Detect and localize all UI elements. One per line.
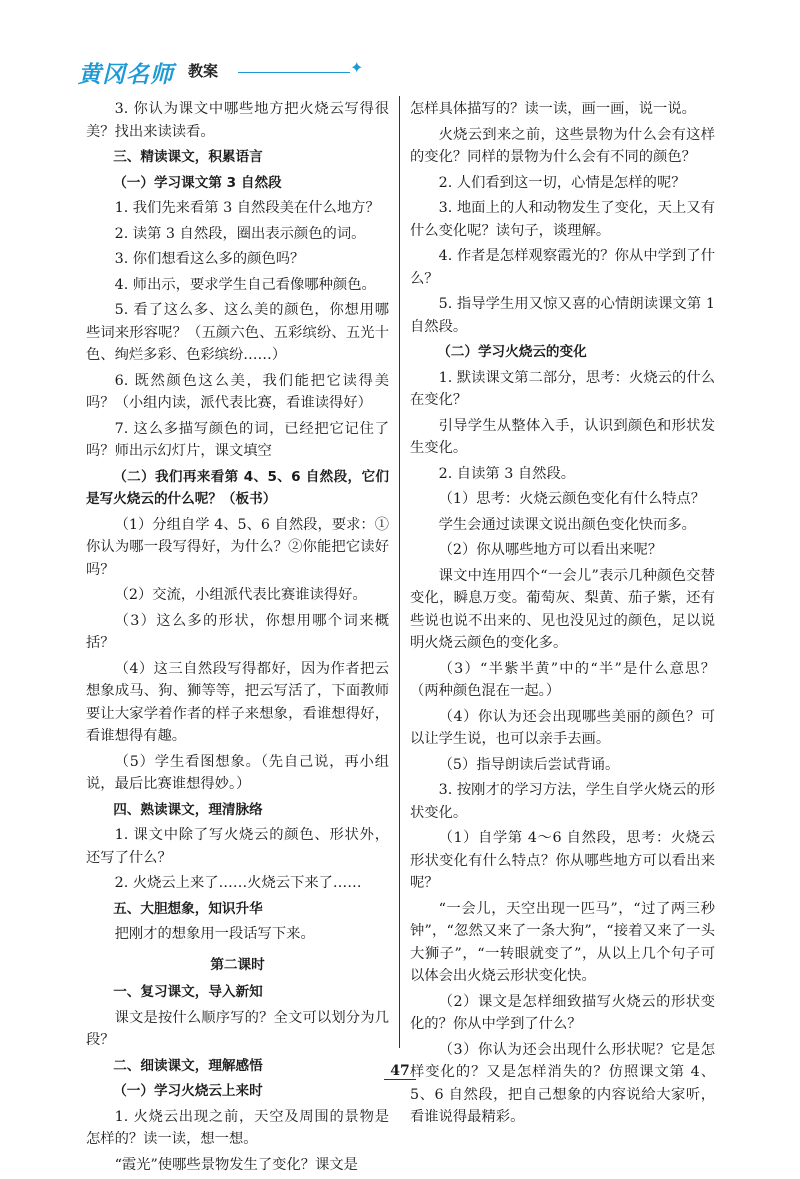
paragraph: （2）你从哪些地方可以看出来呢？ (438, 542, 663, 558)
paragraph: （3）你认为还会出现什么形状呢？它是怎样变化的？又是怎样消失的？仿照课文第 4、5、6 自然段，把自己想象的内容说给大家听，看谁说得最精彩。 (410, 1041, 715, 1125)
paragraph: “一会儿，天空出现一匹马”，“过了两三秒钟”，“忽然又来了一条大狗”，“接着又来了一头大狮子”，“一转眼就变了”，从以上几个句子可以体会出火烧云形状变化快。 (410, 900, 715, 984)
question-item: 3. 你们想看这么多的颜色吗？ (114, 251, 305, 267)
subsection-heading: （二）学习火烧云的变化 (437, 344, 587, 360)
paragraph: 学生会通过读课文说出颜色变化快而多。 (438, 516, 696, 533)
paragraph: （1）分组自学 4、5、6 自然段，要求：①你认为哪一段写得好，为什么？②你能把它读好吗？ (86, 516, 389, 578)
paragraph: （4）这三自然段写得都好，因为作者把云想象成马、狗、狮等等，把云写活了，下面教师要让大家学着作者的样子来想象，看谁想得好，看谁想得有趣。 (86, 660, 389, 744)
question-item: 4. 作者是怎样观察霞光的？你从中学到了什么？ (410, 248, 715, 287)
question-item: 2. 火烧云上来了……火烧云下来了…… (114, 875, 362, 891)
paragraph: （4）你认为还会出现哪些美丽的颜色？可以让学生说，也可以亲手去画。 (410, 708, 715, 747)
question-item: 3. 按刚才的学习方法，学生自学火烧云的形状变化。 (410, 782, 715, 821)
subsection-heading: （一）学习火烧云上来时 (113, 1083, 263, 1099)
left-column (86, 98, 389, 1179)
paragraph: “霞光”使哪些景物发生了变化？课文是 (114, 1156, 358, 1173)
section-heading: 五、大胆想象，知识升华 (113, 900, 263, 917)
header-subtitle: 教案 (188, 62, 219, 80)
paragraph: （3）这么多的形状，你想用哪个词来概括？ (86, 612, 389, 651)
question-item: 2. 人们看到这一切，心情是怎样的呢？ (438, 174, 686, 191)
paragraph: （3）“半紫半黄”中的“半”是什么意思？（两种颜色混在一起。） (410, 660, 715, 699)
question-item: 4. 师出示，要求学生自己看像哪种颜色。 (114, 276, 376, 293)
section-heading: 二、细读课文，理解感悟 (113, 1057, 263, 1074)
paragraph: （2）课文是怎样细致描写火烧云的形状变化的？你从中学到了什么？ (410, 993, 715, 1032)
page-header (60, 56, 400, 86)
question-item: 5. 看了这么多、这么美的颜色，你想用哪些词来形容呢？（五颜六色、五彩缤纷、五光十色、绚烂多彩、色彩缤纷……） (86, 302, 389, 363)
question-item: 1. 默读课文第二部分，思考：火烧云的什么在变化？ (410, 369, 715, 408)
question-item: 2. 自读第 3 自然段。 (438, 465, 576, 482)
header-rule (238, 72, 350, 73)
sparkle-icon: ✦ (350, 58, 364, 77)
paragraph: 把刚才的想象用一段话写下来。 (114, 926, 315, 942)
question-item: 1. 我们先来看第 3 自然段美在什么地方？ (114, 200, 380, 216)
question-item: 1. 课文中除了写火烧云的颜色、形状外，还写了什么？ (86, 827, 389, 866)
paragraph: （1）自学第 4～6 自然段，思考：火烧云形状变化有什么特点？你从哪些地方可以看出来呢？ (410, 830, 715, 891)
question-item: 2. 读第 3 自然段，圈出表示颜色的词。 (114, 225, 366, 242)
brand-logo: 黄冈名师 (78, 62, 174, 88)
paragraph: 引导学生从整体入手，认识到颜色和形状发生变化。 (410, 417, 715, 456)
paragraph: （1）思考：火烧云颜色变化有什么特点？ (438, 491, 706, 507)
paragraph: 课文是按什么顺序写的？全文可以划分为几段？ (86, 1009, 389, 1048)
paragraph: 怎样具体描写的？读一读，画一画，说一说。 (410, 101, 696, 117)
page-number-text: 47 (384, 1063, 415, 1080)
question-item: 3. 地面上的人和动物发生了变化，天上又有什么变化呢？读句子，谈理解。 (410, 200, 715, 239)
paragraph: （5）学生看图想象。（先自己说，再小组说，最后比赛谁想得妙。） (86, 753, 389, 792)
lesson-title: 第二课时 (210, 956, 265, 973)
section-heading: 四、熟读课文，理清脉络 (113, 801, 263, 818)
section-heading: 三、精读课文，积累语言 (113, 149, 263, 165)
question-item: 5. 指导学生用又惊又喜的心情朗读课文第 1 自然段。 (410, 296, 715, 335)
paragraph: （5）指导朗读后尝试背诵。 (438, 756, 620, 773)
column-divider (399, 96, 400, 1048)
question-item: 1. 火烧云出现之前，天空及周围的景物是怎样的？读一读，想一想。 (86, 1108, 389, 1147)
question-item: 3. 你认为课文中哪些地方把火烧云写得很美？找出来读读看。 (86, 101, 389, 140)
question-item: 7. 这么多描写颜色的词，已经把它记住了吗？师出示幻灯片，课文填空 (86, 420, 389, 459)
question-item: 6. 既然颜色这么美，我们能把它读得美吗？（小组内读，派代表比赛，看谁读得好） (86, 372, 389, 411)
right-column (410, 98, 715, 1132)
page-number (0, 1063, 800, 1080)
paragraph: 火烧云到来之前，这些景物为什么会有这样的变化？同样的景物为什么会有不同的颜色？ (410, 126, 715, 165)
paragraph: 课文中连用四个“一会儿”表示几种颜色交替变化，瞬息万变。葡萄灰、梨黄、茄子紫，还有些说也说不出来的、见也没见过的颜色，足以说明火烧云颜色的变化多。 (410, 567, 715, 651)
subsection-heading: （一）学习课文第 3 自然段 (113, 174, 282, 191)
section-heading: 一、复习课文，导入新知 (113, 984, 263, 1000)
subsection-heading: （二）我们再来看第 4、5、6 自然段，它们是写火烧云的什么呢？（板书） (86, 468, 389, 507)
paragraph: （2）交流，小组派代表比赛谁读得好。 (114, 587, 367, 603)
